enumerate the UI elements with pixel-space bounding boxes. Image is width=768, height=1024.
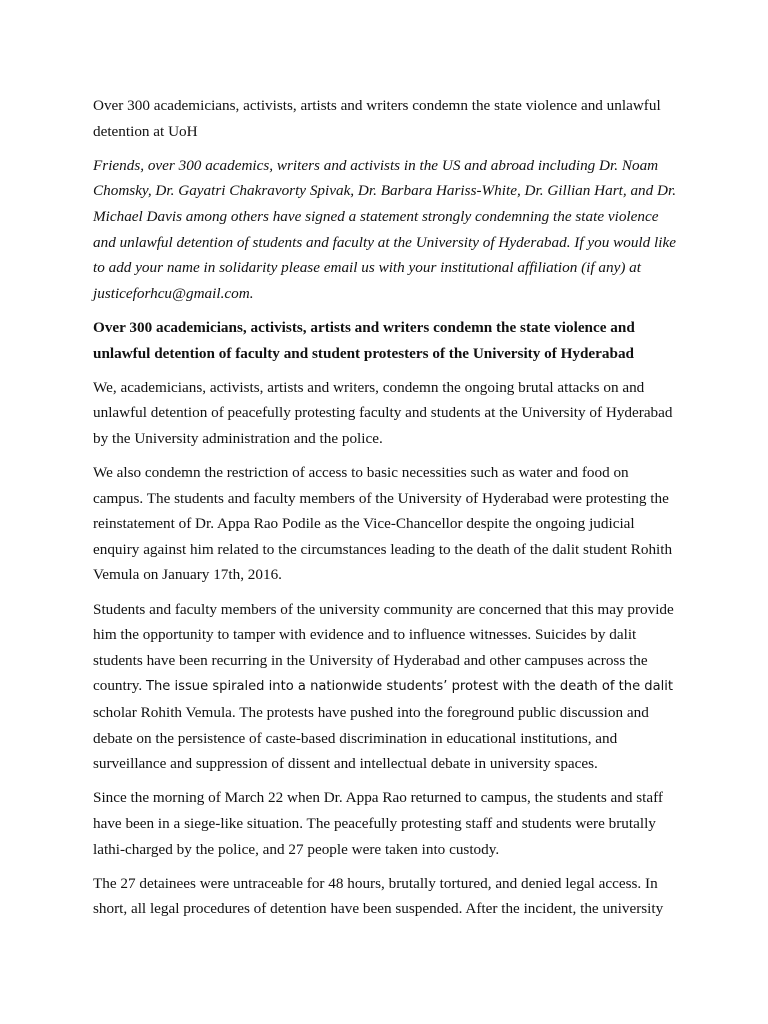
- paragraph-3-part-c: scholar Rohith Vemula. The protests have pushed into the foreground public discussion and debate on the persistence of caste-based discrimination in educational institutions, and surveillance and suppression of dissent and intellectual debate in university spaces.: [93, 704, 649, 773]
- paragraph-3-part-b: The issue spiraled into a nationwide students’ protest with the death of the dalit: [146, 679, 674, 695]
- paragraph-3: [93, 597, 678, 777]
- headline: Over 300 academicians, activists, artists and writers condemn the state violence and unlawful detention at UoH: [93, 97, 661, 140]
- paragraph-5: The 27 detainees were untraceable for 48 hours, brutally tortured, and denied legal access. In short, all legal procedures of detention have been suspended. After the incident, the university: [93, 874, 664, 918]
- paragraph-1: We, academicians, activists, artists and writers, condemn the ongoing brutal attacks on and unlawful detention of peacefully protesting faculty and students at the University of Hyderabad by the University administration and the police.: [93, 378, 673, 447]
- paragraph-3-part-a: Students and faculty members of the university community are concerned that this may provide him the opportunity to tamper with evidence and to influence witnesses. Suicides by dalit students have been recurring in the University of Hyderabad and other campuses across the country.: [93, 600, 674, 695]
- statement-title: Over 300 academicians, activists, artists and writers condemn the state violence and unlawful detention of faculty and student protesters of the University of Hyderabad: [93, 318, 635, 362]
- document-page: [93, 93, 678, 931]
- intro-end: .: [249, 284, 254, 302]
- contact-email: justiceforhcu@gmail.com: [93, 284, 250, 302]
- paragraph-4: Since the morning of March 22 when Dr. Appa Rao returned to campus, the students and staff have been in a siege-like situation. The peacefully protesting staff and students were brutally lathi-charged by the police, and 27 people were taken into custody.: [93, 789, 663, 858]
- paragraph-2: We also condemn the restriction of access to basic necessities such as water and food on campus. The students and faculty members of the University of Hyderabad were protesting the reinstatement of Dr. Appa Rao Podile as the Vice-Chancellor despite the ongoing judicial enquiry against him related to the circumstances leading to the death of the dalit student Rohith Vemula on January 17th, 2016.: [93, 464, 673, 584]
- intro-paragraph: [93, 153, 678, 307]
- intro-text: Friends, over 300 academics, writers and activists in the US and abroad including Dr. Noam Chomsky, Dr. Gayatri Chakravorty Spivak, Dr. Barbara Hariss-White, Dr. Gillian Hart, and Dr. Michael Davis among others have signed a statement strongly condemning the state violence and unlawful detention of students and faculty at the University of Hyderabad. If you would like to add your name in solidarity please email us with your institutional affiliation (if any) at: [93, 156, 677, 277]
